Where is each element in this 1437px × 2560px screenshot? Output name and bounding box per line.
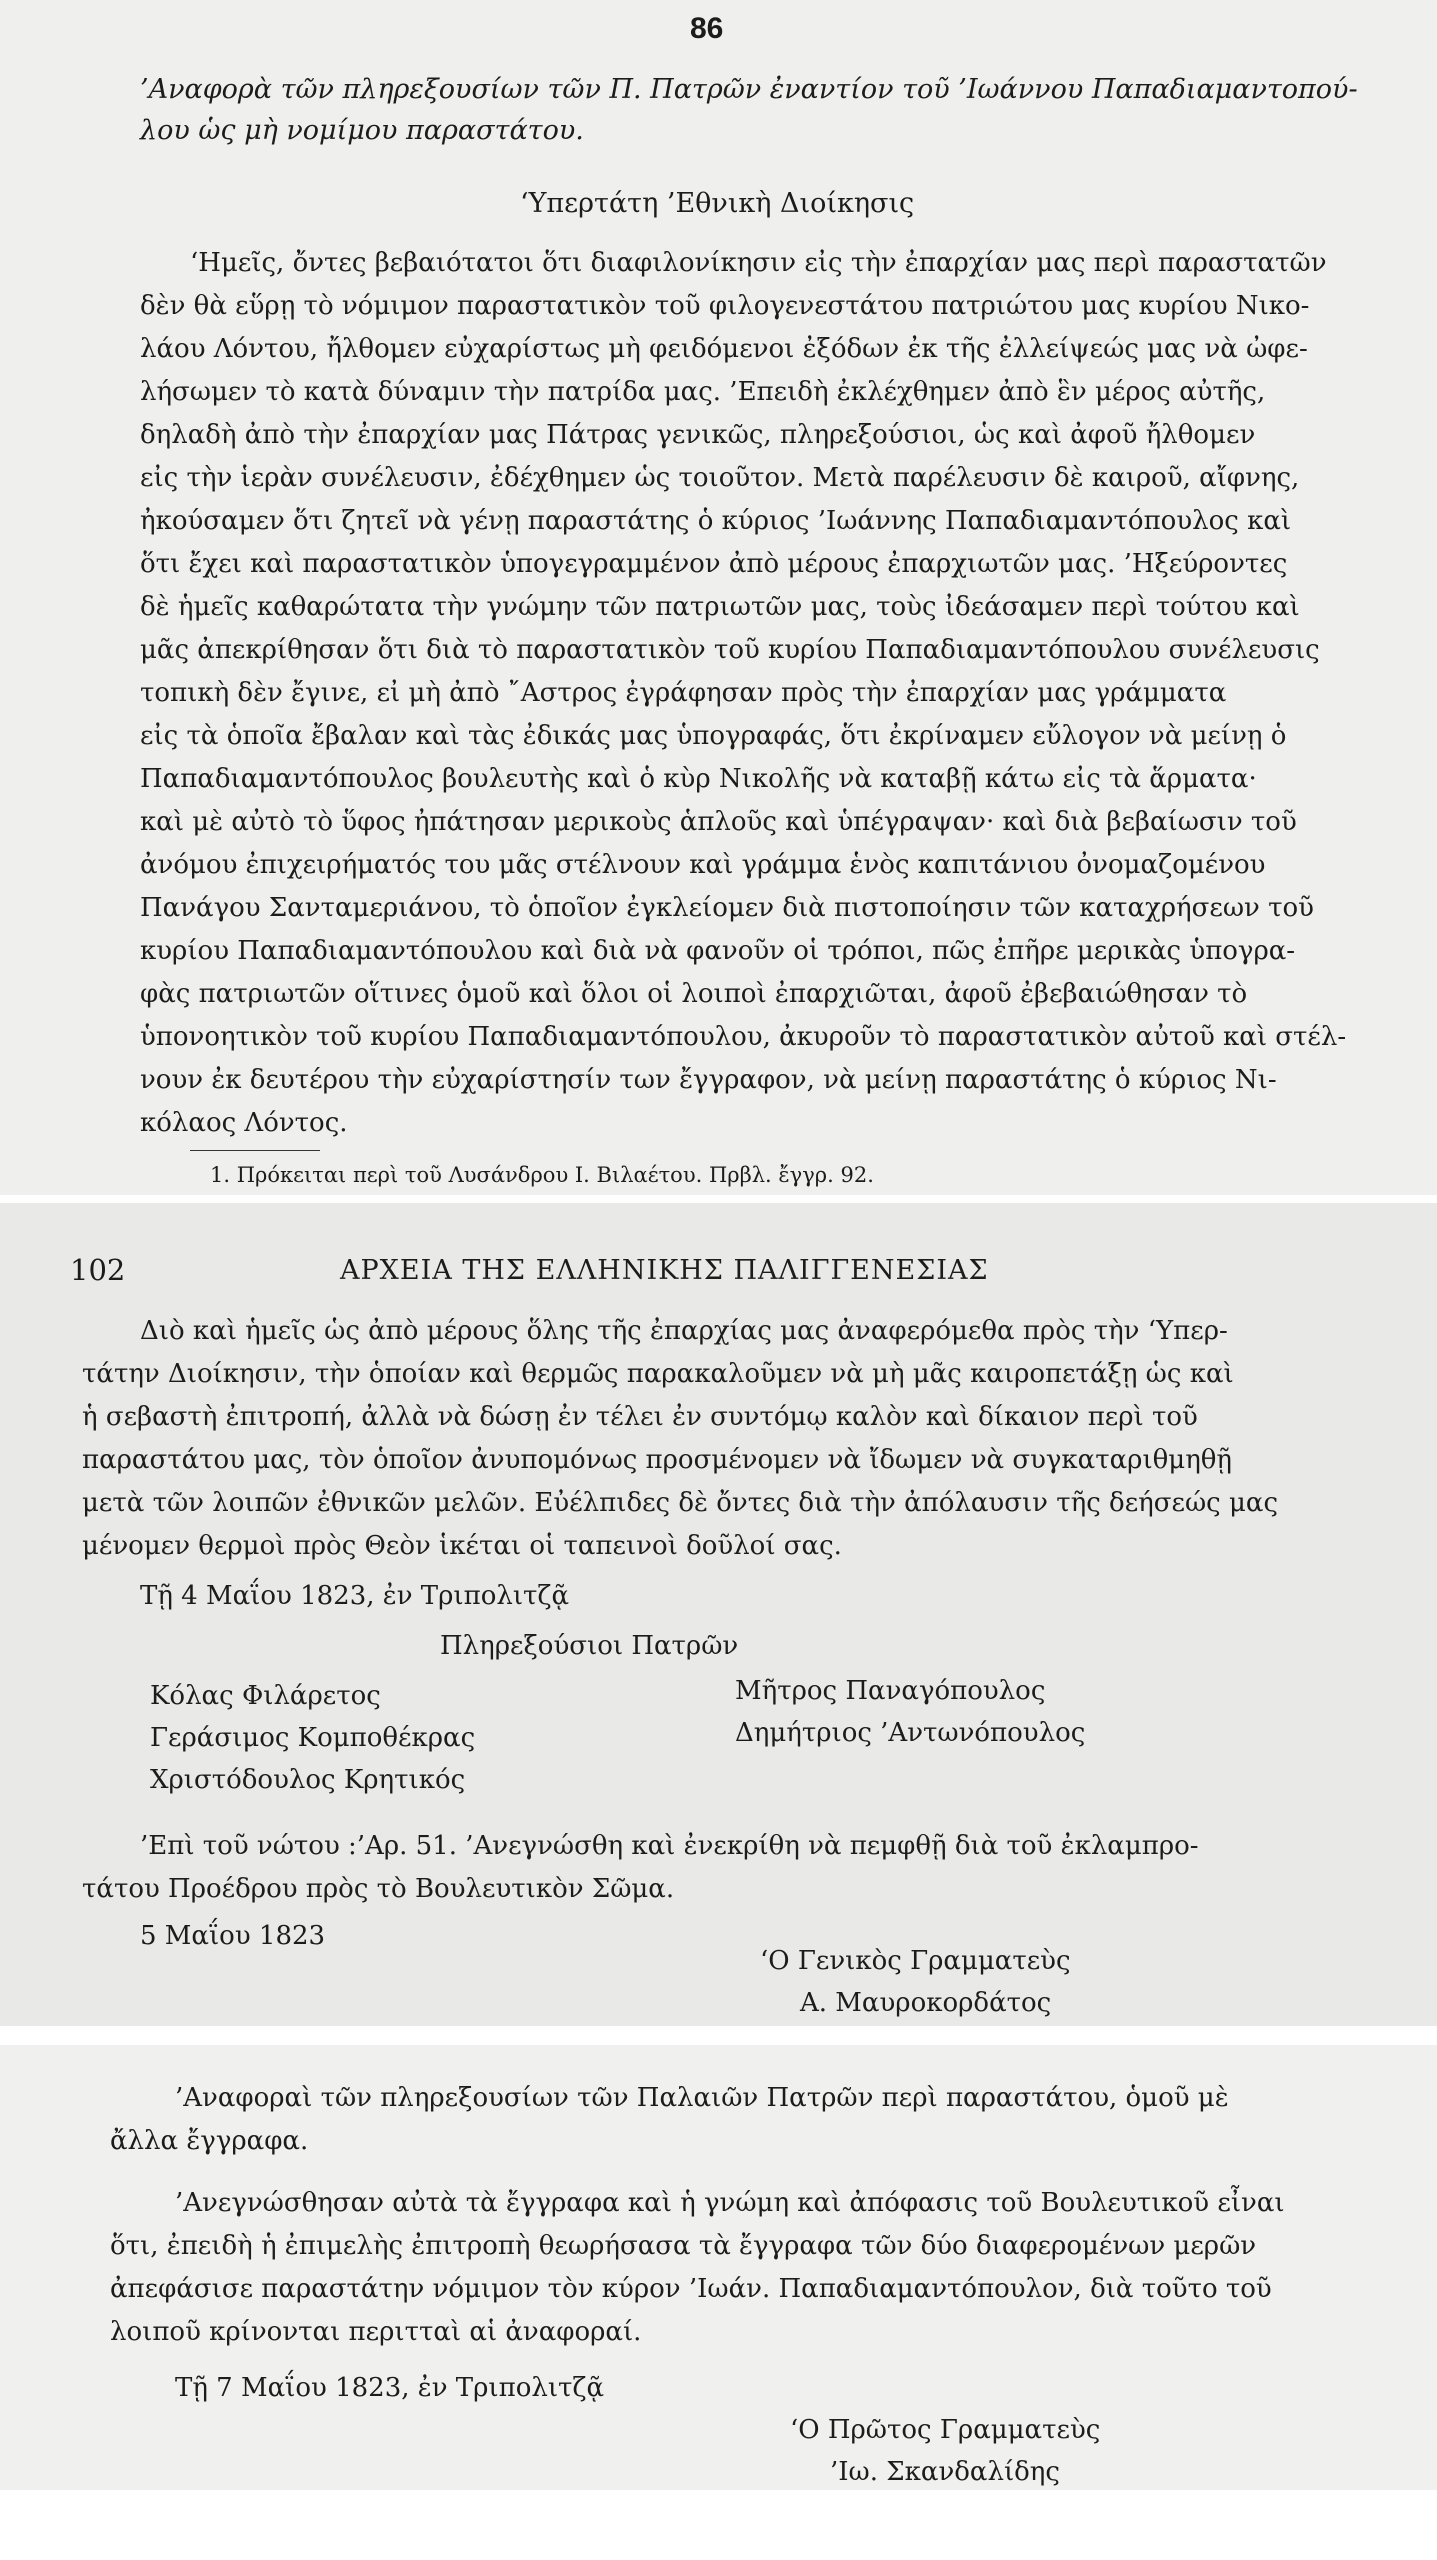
footnote: 1. Πρόκειται περὶ τοῦ Λυσάνδρου Ι. Βιλαέτου. Πρβλ. ἔγγρ. 92. [210, 1163, 874, 1187]
body-line: ὅτι ἔχει καὶ παραστατικὸν ὑπογεγραμμένον ἀπὸ μέρους ἐπαρχιωτῶν μας. ’Ηξεύροντες [140, 549, 1288, 579]
body-line: λάου Λόντου, ἤλθομεν εὐχαρίστως μὴ φειδόμενοι ἐξόδων ἐκ τῆς ἐλλείψεώς μας νὰ ὠφε- [140, 334, 1308, 364]
signatory-title: ‘Ο Γενικὸς Γραμματεὺς [760, 1946, 1071, 1976]
body-line: Παπαδιαμαντόπουλος βουλευτὴς καὶ ὁ κὺρ Νικολῆς νὰ καταβῇ κάτω εἰς τὰ ἅρματα· [140, 764, 1257, 794]
address-heading: ‘Υπερτάτη ’Εθνικὴ Διοίκησις [520, 188, 915, 219]
document-title-line-1: ’Αναφορὰ τῶν πληρεξουσίων τῶν Π. Πατρῶν ἐναντίον τοῦ ’Ιωάννου Παπαδιαμαντοπού- [140, 74, 1358, 105]
body-line: λήσωμεν τὸ κατὰ δύναμιν τὴν πατρίδα μας. ’Επειδὴ ἐκλέχθημεν ἀπὸ ἓν μέρος αὐτῆς, [140, 377, 1266, 407]
body-line: ὅτι, ἐπειδὴ ἡ ἐπιμελὴς ἐπιτροπὴ θεωρήσασα τὰ ἔγγραφα τῶν δύο διαφερομένων μερῶν [110, 2231, 1257, 2261]
footnote-rule [190, 1150, 320, 1151]
document-title-line-1: ’Αναφοραὶ τῶν πληρεξουσίων τῶν Παλαιῶν Πατρῶν περὶ παραστάτου, ὁμοῦ μὲ [175, 2083, 1229, 2113]
document-title-line-2: λου ὡς μὴ νομίμου παραστάτου. [140, 115, 584, 146]
body-line: καὶ μὲ αὐτὸ τὸ ὕφος ἠπάτησαν μερικοὺς ἁπλοῦς καὶ ὑπέγραψαν· καὶ διὰ βεβαίωσιν τοῦ [140, 807, 1297, 837]
signatory-name: ’Ιω. Σκανδαλίδης [830, 2457, 1060, 2487]
body-line: δὲν θὰ εὕρῃ τὸ νόμιμον παραστατικὸν τοῦ φιλογενεστάτου πατριώτου μας κυρίου Νικο- [140, 291, 1310, 321]
signer-name: Δημήτριος ’Αντωνόπουλος [735, 1718, 1086, 1748]
verso-note-line: τάτου Προέδρου πρὸς τὸ Βουλευτικὸν Σῶμα. [82, 1874, 675, 1904]
signatory-name: Α. Μαυροκορδάτος [800, 1988, 1052, 2018]
body-line: Διὸ καὶ ἡμεῖς ὡς ἀπὸ μέρους ὅλης τῆς ἐπαρχίας μας ἀναφερόμεθα πρὸς τὴν ‘Υπερ- [140, 1316, 1228, 1346]
verso-date: 5 Μαΐου 1823 [140, 1921, 326, 1951]
body-line: νουν ἐκ δευτέρου τὴν εὐχαρίστησίν των ἔγγραφον, νὰ μείνῃ παραστάτης ὁ κύριος Νι- [140, 1065, 1277, 1095]
signer-name: Μῆτρος Παναγόπουλος [735, 1676, 1046, 1706]
scan-excerpt [0, 2045, 1437, 2490]
scan-page-86 [0, 0, 1437, 1195]
verso-note-line: ’Επὶ τοῦ νώτου :’Αρ. 51. ’Ανεγνώσθη καὶ ἐνεκρίθη νὰ πεμφθῇ διὰ τοῦ ἐκλαμπρο- [140, 1831, 1199, 1861]
body-line: ‘Ημεῖς, ὄντες βεβαιότατοι ὅτι διαφιλονίκησιν εἰς τὴν ἐπαρχίαν μας περὶ παραστατῶν [190, 248, 1327, 278]
body-line: παραστάτου μας, τὸν ὁποῖον ἀνυπομόνως προσμένομεν νὰ ἴδωμεν νὰ συγκαταριθμηθῇ [82, 1445, 1233, 1475]
body-line: ἀπεφάσισε παραστάτην νόμιμον τὸν κύρον ’Ιωάν. Παπαδιαμαντόπουλον, διὰ τοῦτο τοῦ [110, 2274, 1272, 2304]
body-line: ἀνόμου ἐπιχειρήματός του μᾶς στέλνουν καὶ γράμμα ἑνὸς καπιτάνιου ὀνομαζομένου [140, 850, 1266, 880]
body-line: κυρίου Παπαδιαμαντόπουλου καὶ διὰ νὰ φανοῦν οἱ τρόποι, πῶς ἐπῆρε μερικὰς ὑπογρα- [140, 936, 1296, 966]
page-number: 86 [690, 12, 724, 45]
scan-page-102 [0, 1203, 1437, 2026]
signer-name: Γεράσιμος Κομποθέκρας [150, 1723, 476, 1753]
body-line: μετὰ τῶν λοιπῶν ἐθνικῶν μελῶν. Εὐέλπιδες δὲ ὄντες διὰ τὴν ἀπόλαυσιν τῆς δεήσεώς μας [82, 1488, 1278, 1518]
body-line: τάτην Διοίκησιν, τὴν ὁποίαν καὶ θερμῶς παρακαλοῦμεν νὰ μὴ μᾶς καιροπετάξῃ ὡς καὶ [82, 1359, 1234, 1389]
running-head: ΑΡΧΕΙΑ ΤΗΣ ΕΛΛΗΝΙΚΗΣ ΠΑΛΙΓΓΕΝΕΣΙΑΣ [340, 1255, 989, 1286]
body-line: ὑπονοητικὸν τοῦ κυρίου Παπαδιαμαντόπουλου, ἀκυροῦν τὸ παραστατικὸν αὐτοῦ καὶ στέλ- [140, 1022, 1347, 1052]
body-line: ’Ανεγνώσθησαν αὐτὰ τὰ ἔγγραφα καὶ ἡ γνώμη καὶ ἀπόφασις τοῦ Βουλευτικοῦ εἶναι [175, 2188, 1285, 2218]
body-line: εἰς τὰ ὁποῖα ἔβαλαν καὶ τὰς ἐδικάς μας ὑπογραφάς, ὅτι ἐκρίναμεν εὔλογον νὰ μείνῃ ὁ [140, 721, 1287, 751]
body-line: δηλαδὴ ἀπὸ τὴν ἐπαρχίαν μας Πάτρας γενικῶς, πληρεξούσιοι, ὡς καὶ ἀφοῦ ἤλθομεν [140, 420, 1256, 450]
body-line: τοπικὴ δὲν ἔγινε, εἰ μὴ ἀπὸ ῎Αστρος ἐγράφησαν πρὸς τὴν ἐπαρχίαν μας γράμματα [140, 678, 1227, 708]
signer-name: Χριστόδουλος Κρητικός [150, 1765, 466, 1795]
date-line: Τῇ 7 Μαΐου 1823, ἐν Τριπολιτζᾷ [175, 2373, 605, 2403]
body-line: δὲ ἡμεῖς καθαρώτατα τὴν γνώμην τῶν πατριωτῶν μας, τοὺς ἰδεάσαμεν περὶ τούτου καὶ [140, 592, 1300, 622]
signers-heading: Πληρεξούσιοι Πατρῶν [440, 1631, 739, 1661]
body-line: λοιποῦ κρίνονται περιτταὶ αἱ ἀναφοραί. [110, 2317, 642, 2347]
body-line: εἰς τὴν ἱερὰν συνέλευσιν, ἐδέχθημεν ὡς τοιοῦτον. Μετὰ παρέλευσιν δὲ καιροῦ, αἴφνης, [140, 463, 1300, 493]
body-line: ἠκούσαμεν ὅτι ζητεῖ νὰ γένῃ παραστάτης ὁ κύριος ’Ιωάννης Παπαδιαμαντόπουλος καὶ [140, 506, 1292, 536]
body-line: φὰς πατριωτῶν οἵτινες ὁμοῦ καὶ ὅλοι οἱ λοιποὶ ἐπαρχιῶται, ἀφοῦ ἐβεβαιώθησαν τὸ [140, 979, 1248, 1009]
signatory-title: ‘Ο Πρῶτος Γραμματεὺς [790, 2415, 1101, 2445]
body-line: Πανάγου Σανταμεριάνου, τὸ ὁποῖον ἐγκλείομεν διὰ πιστοποίησιν τῶν καταχρήσεων τοῦ [140, 893, 1314, 923]
page-number: 102 [70, 1253, 126, 1287]
body-line: κόλαος Λόντος. [140, 1108, 348, 1138]
body-line: ἡ σεβαστὴ ἐπιτροπή, ἀλλὰ νὰ δώσῃ ἐν τέλει ἐν συντόμῳ καλὸν καὶ δίκαιον περὶ τοῦ [82, 1402, 1198, 1432]
document-title-line-2: ἄλλα ἔγγραφα. [110, 2126, 309, 2156]
date-line: Τῇ 4 Μαΐου 1823, ἐν Τριπολιτζᾷ [140, 1581, 570, 1611]
body-line: μένομεν θερμοὶ πρὸς Θεὸν ἱκέται οἱ ταπεινοὶ δοῦλοί σας. [82, 1531, 842, 1561]
signer-name: Κόλας Φιλάρετος [150, 1681, 381, 1711]
body-line: μᾶς ἀπεκρίθησαν ὅτι διὰ τὸ παραστατικὸν τοῦ κυρίου Παπαδιαμαντόπουλου συνέλευσις [140, 635, 1320, 665]
